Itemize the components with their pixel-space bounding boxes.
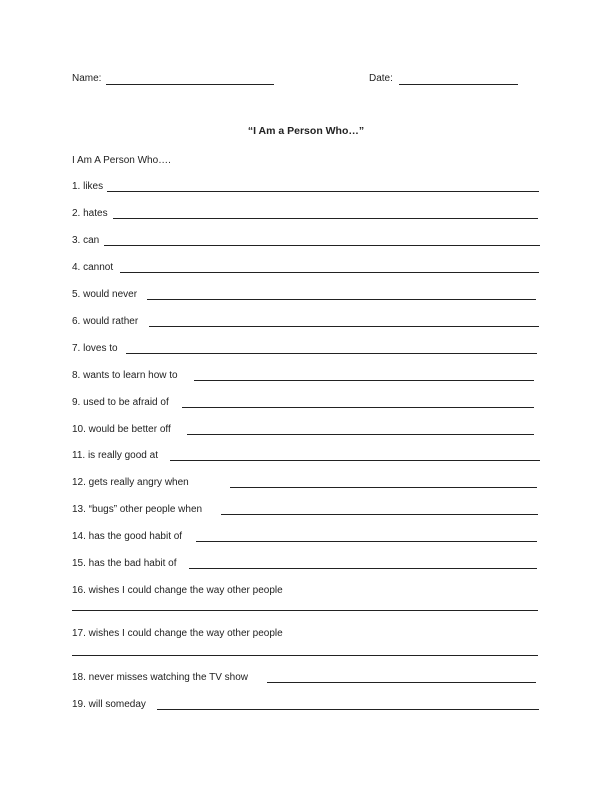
answer-line[interactable] (113, 218, 538, 219)
answer-line[interactable] (221, 514, 538, 515)
answer-line[interactable] (107, 191, 539, 192)
answer-line[interactable] (149, 326, 539, 327)
item-label: 12. gets really angry when (72, 477, 189, 488)
answer-line[interactable] (126, 353, 537, 354)
answer-line[interactable] (72, 655, 538, 656)
item-label: 5. would never (72, 289, 138, 300)
item-label: 13. “bugs” other people when (72, 504, 203, 515)
date-field[interactable] (399, 84, 518, 85)
item-label: 11. is really good at (72, 450, 158, 461)
answer-line[interactable] (170, 460, 540, 461)
name-field[interactable] (106, 84, 274, 85)
intro-text: I Am A Person Who…. (72, 155, 171, 166)
item-label: 18. never misses watching the TV show (72, 672, 249, 683)
item-label: 17. wishes I could change the way other people (72, 628, 283, 639)
answer-line[interactable] (157, 709, 539, 710)
item-label: 14. has the good habit of (72, 531, 183, 542)
item-label: 10. would be better off (72, 424, 171, 435)
item-label: 9. used to be afraid of (72, 397, 169, 408)
answer-line[interactable] (230, 487, 537, 488)
answer-line[interactable] (267, 682, 536, 683)
answer-line[interactable] (182, 407, 534, 408)
name-label: Name: (72, 73, 102, 84)
answer-line[interactable] (147, 299, 536, 300)
item-label: 6. would rather (72, 316, 139, 327)
item-label: 16. wishes I could change the way other people (72, 585, 283, 596)
answer-line[interactable] (196, 541, 537, 542)
answer-line[interactable] (72, 610, 538, 611)
item-label: 3. can (72, 235, 100, 246)
item-label: 15. has the bad habit of (72, 558, 177, 569)
answer-line[interactable] (187, 434, 534, 435)
item-label: 8. wants to learn how to (72, 370, 178, 381)
item-label: 2. hates (72, 208, 108, 219)
item-label: 7. loves to (72, 343, 118, 354)
item-label: 19. will someday (72, 699, 146, 710)
worksheet-title: “I Am a Person Who…” (247, 125, 365, 137)
item-label: 1. likes (72, 181, 104, 192)
answer-line[interactable] (104, 245, 540, 246)
item-label: 4. cannot (72, 262, 114, 273)
answer-line[interactable] (189, 568, 537, 569)
date-label: Date: (369, 73, 393, 84)
answer-line[interactable] (194, 380, 534, 381)
answer-line[interactable] (120, 272, 539, 273)
